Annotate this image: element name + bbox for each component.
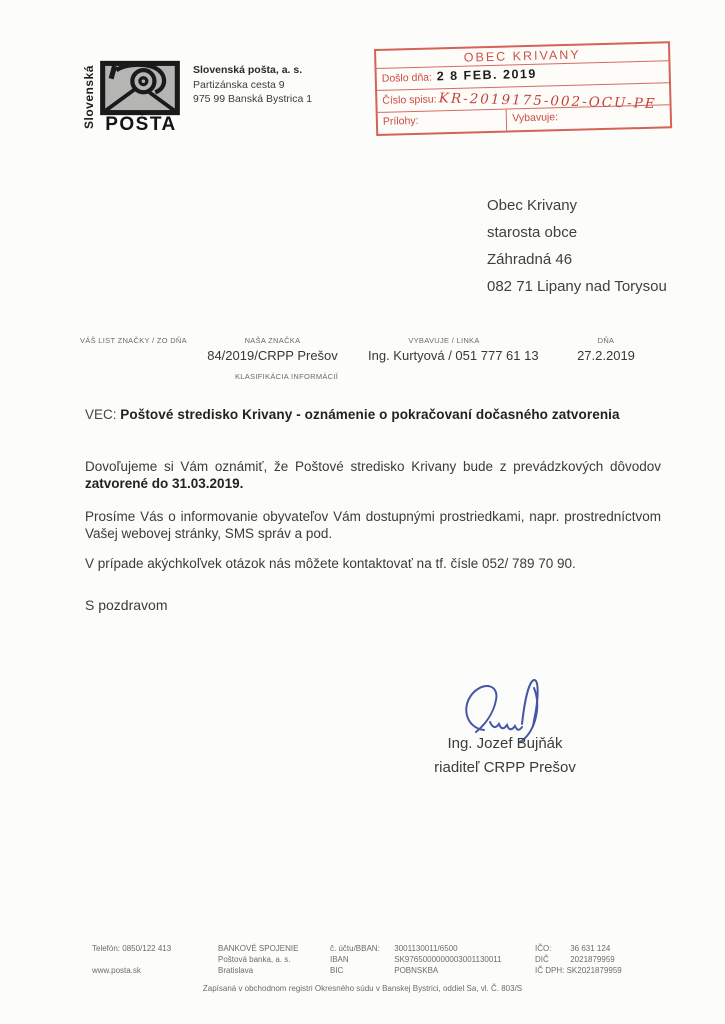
stamp-file-number-handwritten: KR-2019175-002-OCU-PE	[438, 90, 657, 113]
sender-address-block	[193, 63, 312, 107]
subject-label: VEC:	[85, 407, 117, 422]
closure-date-bold: zatvorené do 31.03.2019.	[85, 476, 244, 491]
stamp-received-label: Došlo dňa:	[381, 71, 433, 85]
signer-title: riaditeľ CRPP Prešov	[434, 759, 576, 776]
stamp-received-date: 2 8 FEB. 2019	[436, 66, 537, 84]
subject-text: Poštové stredisko Krivany - oznámenie o pokračovaní dočasného zatvorenia	[120, 407, 620, 422]
footer-contact-block	[92, 943, 171, 976]
footer-dic-label: DIČ	[535, 955, 549, 964]
ref-our-number-value: 84/2019/CRPP Prešov	[207, 348, 338, 363]
recipient-address-block	[487, 192, 667, 300]
ref-our-number-column	[205, 336, 340, 363]
stamp-file-label: Číslo spisu:	[382, 93, 437, 107]
footer-bic-label: BIC	[330, 966, 344, 975]
footer-account-number: 3001130011/6500	[394, 944, 458, 953]
footer-bank-header: BANKOVÉ SPOJENIE	[218, 944, 299, 953]
stamp-attachments-cell	[378, 110, 508, 134]
footer-account-label: č. účtu/BBAN:	[330, 944, 380, 953]
paragraph-text: Dovoľujeme si Vám oznámiť, že Poštové stredisko Krivany bude z prevádzkových dôvodov	[85, 459, 661, 474]
footer-tax-ids-block	[535, 943, 622, 976]
recipient-line: 082 71 Lipany nad Torysou	[487, 278, 667, 295]
recipient-line: Záhradná 46	[487, 251, 573, 268]
stamp-attachments-label: Prílohy:	[382, 114, 419, 128]
closing-salutation: S pozdravom	[85, 597, 168, 613]
ref-date-header: DŇA	[597, 336, 615, 345]
body-paragraph-inform-citizens: Prosíme Vás o informovanie obyvateľov Vám dostupnými prostriedkami, napr. prostredníctvom Vašej webovej stránky, SMS správ a pod.	[85, 509, 661, 541]
sender-street: Partizánska cesta 9	[193, 78, 285, 91]
footer-bank-name: Poštová banka, a. s.	[218, 955, 291, 964]
body-paragraph-closure-notice	[85, 458, 661, 492]
footer-account-block	[330, 943, 502, 976]
ref-classification-header: KLASIFIKÁCIA INFORMÁCIÍ	[235, 372, 339, 381]
incoming-mail-stamp	[374, 41, 672, 136]
sender-city: 975 99 Banská Bystrica 1	[193, 93, 313, 105]
ref-date-value: 27.2.2019	[577, 348, 635, 363]
ref-our-number-header: NAŠA ZNAČKA	[244, 336, 301, 345]
sender-name: Slovenská pošta, a. s.	[193, 64, 303, 76]
stamp-handled-by-label: Vybavuje:	[512, 111, 559, 125]
ref-handled-by-column	[368, 336, 539, 363]
footer-bank-block	[218, 943, 298, 976]
footer-website: www.posta.sk	[92, 966, 141, 975]
subject-line	[85, 407, 675, 422]
footer-registry-line: Zapísaná v obchodnom registri Okresného súdu v Banskej Bystrici, oddiel Sa, vl. Č. 803/S	[202, 984, 523, 993]
footer-bic-value: POBNSKBA	[394, 966, 439, 975]
ref-your-letter-column	[80, 336, 187, 345]
posthorn-envelope-logo-icon	[99, 60, 181, 116]
recipient-line: starosta obce	[487, 224, 578, 241]
footer-ico-value: 36 631 124	[570, 944, 611, 953]
ref-your-letter-header: VÁŠ LIST ZNAČKY / ZO DŇA	[80, 336, 187, 345]
recipient-line: Obec Krivany	[487, 197, 578, 214]
footer-phone: Telefón: 0850/122 413	[92, 944, 172, 953]
footer-bank-city: Bratislava	[218, 966, 254, 975]
slovenska-posta-logo	[82, 57, 192, 137]
footer-icdph-value: SK2021879959	[566, 966, 622, 975]
stamp-municipality-title: OBEC KRIVANY	[376, 43, 668, 69]
footer-icdph-label: IČ DPH:	[535, 966, 565, 975]
footer-iban-value: SK9765000000003001130011	[394, 955, 502, 964]
logo-vertical-text: Slovenská	[82, 65, 96, 129]
signer-name: Ing. Jozef Bujňák	[447, 735, 563, 752]
logo-wordmark: POŠTA	[105, 114, 177, 135]
footer-ico-label: IČO:	[535, 944, 552, 953]
body-paragraph-contact: V prípade akýchkoľvek otázok nás môžete kontaktovať na tf. čísle 052/ 789 70 90.	[85, 556, 576, 571]
ref-handled-by-header: VYBAVUJE / LINKA	[408, 336, 480, 345]
ref-handled-by-value: Ing. Kurtyová / 051 777 61 13	[368, 348, 539, 363]
ref-date-column	[572, 336, 640, 363]
footer-dic-value: 2021879959	[570, 955, 615, 964]
footer-iban-label: IBAN	[330, 955, 349, 964]
